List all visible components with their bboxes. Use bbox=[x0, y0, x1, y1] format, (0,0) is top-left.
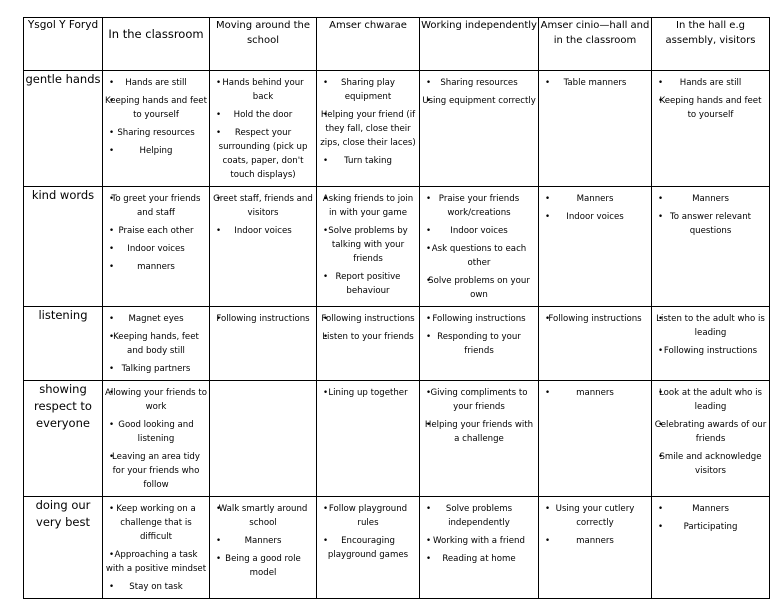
list-item: • Keeping hands and feet to yourself bbox=[654, 94, 767, 122]
table-cell bbox=[210, 497, 317, 599]
list-item: • Indoor voices bbox=[212, 224, 314, 238]
row-label: doing our very best bbox=[24, 497, 103, 599]
list-item: • Talking partners bbox=[105, 362, 207, 376]
bullet-list bbox=[539, 381, 651, 400]
list-item: • Solve problems independently bbox=[422, 502, 536, 530]
list-item: • Indoor voices bbox=[541, 210, 649, 224]
list-item: • Respect your surrounding (pick up coats, paper, don't touch displays) bbox=[212, 126, 314, 182]
bullet-list bbox=[420, 497, 538, 566]
list-item: • Helping your friends with a challenge bbox=[422, 418, 536, 446]
column-header: Moving around the school bbox=[210, 18, 317, 71]
table-cell bbox=[652, 187, 770, 307]
school-name-header: Ysgol Y Foryd bbox=[24, 18, 103, 71]
list-item: • Greet staff, friends and visitors bbox=[212, 192, 314, 220]
list-item: • Look at the adult who is leading bbox=[654, 386, 767, 414]
table-cell bbox=[103, 187, 210, 307]
table-cell bbox=[420, 497, 539, 599]
column-header: Amser cinio—hall and in the classroom bbox=[539, 18, 652, 71]
list-item: • Following instructions bbox=[654, 344, 767, 358]
bullet-list bbox=[210, 71, 316, 182]
bullet-list bbox=[103, 71, 209, 158]
table-cell bbox=[103, 71, 210, 187]
table-cell bbox=[210, 187, 317, 307]
list-item: • Keeping hands and feet to yourself bbox=[105, 94, 207, 122]
bullet-list bbox=[317, 71, 419, 168]
list-item: • Following instructions bbox=[422, 312, 536, 326]
list-item: • Using your cutlery correctly bbox=[541, 502, 649, 530]
column-header: Amser chwarae bbox=[317, 18, 420, 71]
list-item: • Sharing resources bbox=[422, 76, 536, 90]
list-item: • Praise your friends work/creations bbox=[422, 192, 536, 220]
column-header: In the classroom bbox=[103, 18, 210, 71]
bullet-list bbox=[103, 187, 209, 274]
bullet-list bbox=[103, 497, 209, 594]
bullet-list bbox=[210, 187, 316, 238]
table-cell bbox=[103, 307, 210, 381]
table-cell bbox=[210, 307, 317, 381]
list-item: • Encouraging playground games bbox=[319, 534, 417, 562]
list-item: • Hands are still bbox=[654, 76, 767, 90]
list-item: • Keep working on a challenge that is difficult bbox=[105, 502, 207, 544]
table-cell bbox=[317, 497, 420, 599]
list-item: • Asking friends to join in with your game bbox=[319, 192, 417, 220]
table-cell bbox=[539, 71, 652, 187]
list-item: • Leaving an area tidy for your friends who follow bbox=[105, 450, 207, 492]
list-item: • Helping bbox=[105, 144, 207, 158]
bullet-list bbox=[652, 187, 769, 238]
table-cell bbox=[539, 497, 652, 599]
table-row bbox=[24, 187, 770, 307]
row-label: kind words bbox=[24, 187, 103, 307]
list-item: • Approaching a task with a positive mindset bbox=[105, 548, 207, 576]
list-item: • manners bbox=[105, 260, 207, 274]
list-item: • Follow playground rules bbox=[319, 502, 417, 530]
table-cell bbox=[210, 381, 317, 497]
bullet-list bbox=[539, 307, 651, 326]
list-item: • Participating bbox=[654, 520, 767, 534]
list-item: • Using equipment correctly bbox=[422, 94, 536, 108]
list-item: • Manners bbox=[541, 192, 649, 206]
bullet-list bbox=[317, 497, 419, 562]
bullet-list bbox=[652, 307, 769, 358]
list-item: • Good looking and listening bbox=[105, 418, 207, 446]
bullet-list bbox=[652, 71, 769, 122]
list-item: • manners bbox=[541, 534, 649, 548]
bullet-list bbox=[420, 187, 538, 302]
list-item: • Indoor voices bbox=[422, 224, 536, 238]
list-item: • manners bbox=[541, 386, 649, 400]
row-label: showing respect to everyone bbox=[24, 381, 103, 497]
list-item: • Indoor voices bbox=[105, 242, 207, 256]
table-cell bbox=[539, 307, 652, 381]
list-item: • Solve problems by talking with your friends bbox=[319, 224, 417, 266]
bullet-list bbox=[539, 71, 651, 90]
table-row bbox=[24, 71, 770, 187]
list-item: • Following instructions bbox=[212, 312, 314, 326]
table-cell bbox=[652, 307, 770, 381]
table-cell bbox=[652, 497, 770, 599]
list-item: • To greet your friends and staff bbox=[105, 192, 207, 220]
list-item: • Lining up together bbox=[319, 386, 417, 400]
bullet-list bbox=[317, 381, 419, 400]
bullet-list bbox=[317, 187, 419, 298]
list-item: • Stay on task bbox=[105, 580, 207, 594]
table-cell bbox=[420, 187, 539, 307]
list-item: • Manners bbox=[654, 192, 767, 206]
list-item: • Keeping hands, feet and body still bbox=[105, 330, 207, 358]
list-item: • Sharing play equipment bbox=[319, 76, 417, 104]
bullet-list bbox=[539, 497, 651, 548]
bullet-list bbox=[210, 381, 316, 386]
list-item: • Turn taking bbox=[319, 154, 417, 168]
list-item: • Report positive behaviour bbox=[319, 270, 417, 298]
list-item: • Hands behind your back bbox=[212, 76, 314, 104]
table-cell bbox=[652, 381, 770, 497]
list-item: • Praise each other bbox=[105, 224, 207, 238]
list-item: • Smile and acknowledge visitors bbox=[654, 450, 767, 478]
list-item: • Listen to the adult who is leading bbox=[654, 312, 767, 340]
table-cell bbox=[103, 497, 210, 599]
behaviour-matrix-table bbox=[23, 17, 770, 599]
bullet-list bbox=[539, 187, 651, 224]
header-row bbox=[24, 18, 770, 71]
list-item: • Hold the door bbox=[212, 108, 314, 122]
list-item: • Manners bbox=[654, 502, 767, 516]
table-cell bbox=[420, 307, 539, 381]
list-item: • Hands are still bbox=[105, 76, 207, 90]
list-item: • Responding to your friends bbox=[422, 330, 536, 358]
bullet-list bbox=[317, 307, 419, 344]
bullet-list bbox=[103, 381, 209, 492]
bullet-list bbox=[652, 381, 769, 478]
table-cell bbox=[420, 71, 539, 187]
table-cell bbox=[317, 307, 420, 381]
table-cell bbox=[539, 187, 652, 307]
bullet-list bbox=[210, 307, 316, 326]
list-item: • Following instructions bbox=[541, 312, 649, 326]
list-item: • Giving compliments to your friends bbox=[422, 386, 536, 414]
list-item: • Listen to your friends bbox=[319, 330, 417, 344]
table-row bbox=[24, 497, 770, 599]
list-item: • Reading at home bbox=[422, 552, 536, 566]
list-item: • Being a good role model bbox=[212, 552, 314, 580]
row-label: listening bbox=[24, 307, 103, 381]
table-cell bbox=[420, 381, 539, 497]
list-item: • Following instructions bbox=[319, 312, 417, 326]
column-header: Working independently bbox=[420, 18, 539, 71]
bullet-list bbox=[420, 307, 538, 358]
list-item: • To answer relevant questions bbox=[654, 210, 767, 238]
list-item: • Walk smartly around school bbox=[212, 502, 314, 530]
bullet-list bbox=[103, 307, 209, 376]
matrix-body bbox=[24, 71, 770, 599]
row-label: gentle hands bbox=[24, 71, 103, 187]
list-item: • Helping your friend (if they fall, close their zips, close their laces) bbox=[319, 108, 417, 150]
list-item: • Manners bbox=[212, 534, 314, 548]
table-cell bbox=[539, 381, 652, 497]
bullet-list bbox=[420, 381, 538, 446]
list-item: • Table manners bbox=[541, 76, 649, 90]
table-cell bbox=[210, 71, 317, 187]
table-row bbox=[24, 381, 770, 497]
list-item: • Solve problems on your own bbox=[422, 274, 536, 302]
table-cell bbox=[652, 71, 770, 187]
table-cell bbox=[317, 71, 420, 187]
list-item: • Ask questions to each other bbox=[422, 242, 536, 270]
column-header: In the hall e.g assembly, visitors bbox=[652, 18, 770, 71]
table-cell bbox=[317, 187, 420, 307]
table-cell bbox=[317, 381, 420, 497]
table-cell bbox=[103, 381, 210, 497]
list-item: • Working with a friend bbox=[422, 534, 536, 548]
bullet-list bbox=[210, 497, 316, 580]
table-row bbox=[24, 307, 770, 381]
list-item: • Magnet eyes bbox=[105, 312, 207, 326]
bullet-list bbox=[420, 71, 538, 108]
list-item: • Allowing your friends to work bbox=[105, 386, 207, 414]
list-item: • Celebrating awards of our friends bbox=[654, 418, 767, 446]
list-item: • Sharing resources bbox=[105, 126, 207, 140]
bullet-list bbox=[652, 497, 769, 534]
